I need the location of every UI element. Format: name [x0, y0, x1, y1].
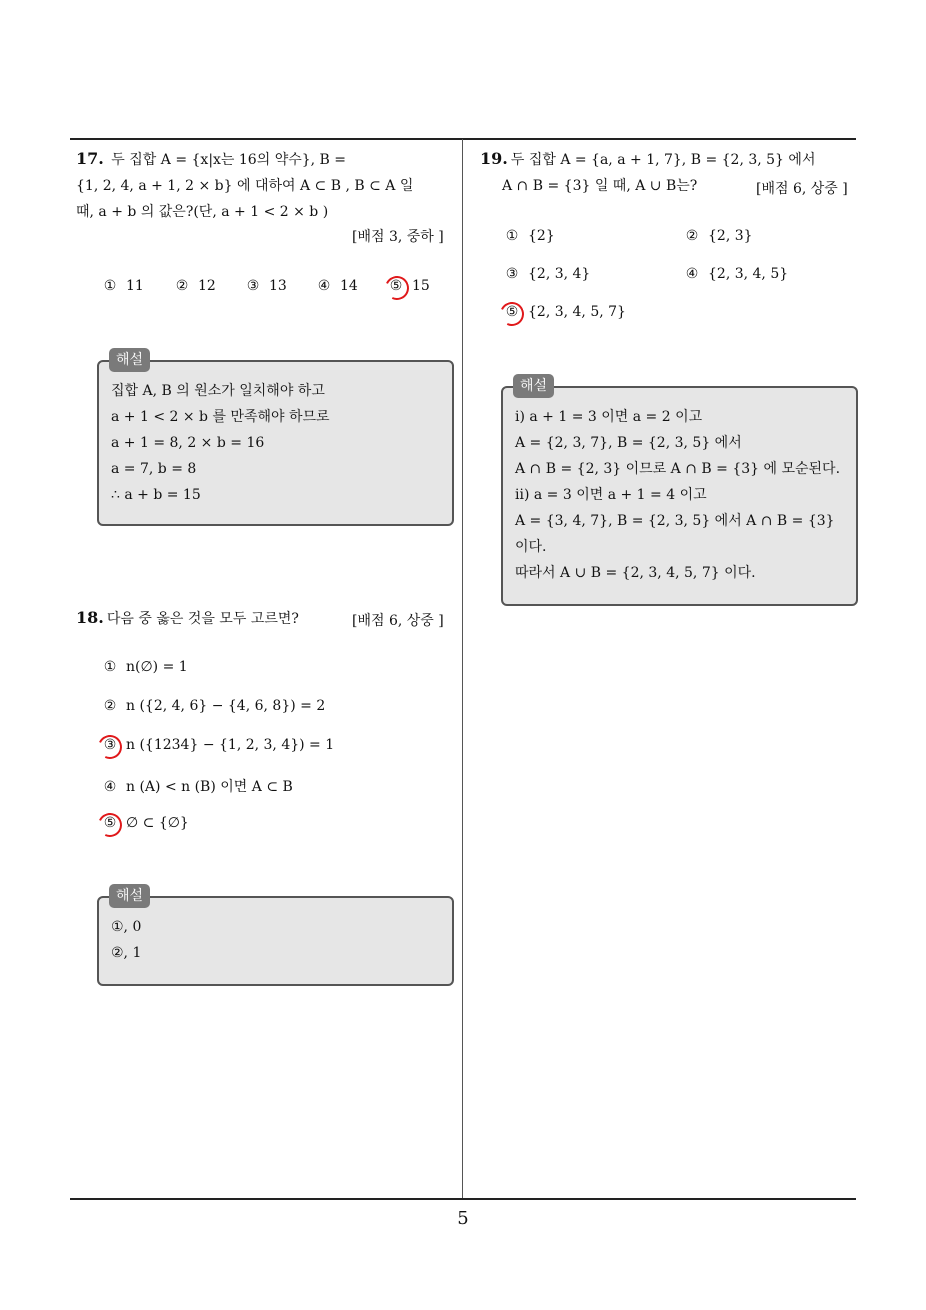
choice-text: ∅ ⊂ {∅}: [126, 815, 189, 831]
q18-number: 18.: [76, 608, 104, 627]
q17-stem-1: 두 집합 A = {x|x는 16의 약수}, B =: [111, 152, 347, 168]
q19-stem-1: 두 집합 A = {a, a + 1, 7}, B = {2, 3, 5} 에서: [510, 152, 816, 168]
choice-text: 12: [198, 278, 216, 294]
choice-number: ②: [175, 278, 189, 294]
choice-text: 11: [126, 278, 144, 294]
solution-label: 해설: [109, 348, 150, 372]
q18-choice-2[interactable]: [100, 698, 325, 714]
solution-line: A ∩ B = {2, 3} 이므로 A ∩ B = {3} 에 모순된다.: [515, 461, 841, 477]
top-rule: [70, 138, 856, 140]
choice-text: {2}: [528, 228, 555, 244]
choice-text: n ({1234} − {1, 2, 3, 4}) = 1: [126, 737, 335, 753]
q17-solution-box: [97, 352, 454, 526]
column-divider: [462, 139, 463, 1199]
solution-line: A = {3, 4, 7}, B = {2, 3, 5} 에서 A ∩ B = {3}: [515, 513, 835, 529]
choice-number: ⑤: [103, 815, 117, 831]
solution-line: 집합 A, B 의 원소가 일치해야 하고: [111, 383, 325, 399]
q18-solution-body: [111, 914, 141, 966]
choice-number: ④: [685, 266, 699, 282]
q17-choice-4[interactable]: [314, 278, 358, 294]
page-number: 5: [457, 1208, 469, 1229]
choice-text: 14: [340, 278, 358, 294]
q18-score: [배점 6, 상중 ]: [352, 613, 444, 629]
q19-stem-2: A ∩ B = {3} 일 때, A ∪ B는?: [502, 178, 698, 194]
choice-text: n(∅) = 1: [126, 659, 188, 675]
q17-score: [배점 3, 중하 ]: [352, 229, 444, 245]
choice-number: ③: [505, 266, 519, 282]
solution-line: ⅰ) a + 1 = 3 이면 a = 2 이고: [515, 409, 703, 425]
solution-line: a = 7, b = 8: [111, 461, 197, 477]
q19-choice-2[interactable]: [682, 228, 753, 244]
choice-text: {2, 3, 4, 5}: [708, 266, 789, 282]
choice-number: ④: [103, 779, 117, 795]
q17-choice-2[interactable]: [172, 278, 216, 294]
q18-choice-4[interactable]: [100, 776, 293, 796]
q18-solution-box: [97, 888, 454, 986]
q19-line-1: [480, 146, 856, 173]
question-18: [76, 605, 299, 632]
choice-number: ②: [685, 228, 699, 244]
q19-choice-1[interactable]: [502, 228, 555, 244]
choice-text: 13: [269, 278, 287, 294]
choice-number: ③: [103, 737, 117, 753]
question-17: [76, 146, 456, 225]
choice-number: ⑤: [505, 304, 519, 320]
choice-number: ①: [505, 228, 519, 244]
solution-line: a + 1 < 2 × b 를 만족해야 하므로: [111, 409, 330, 425]
q17-choice-1[interactable]: [100, 278, 144, 294]
choice-number: ①: [103, 659, 117, 675]
solution-line: ⅱ) a = 3 이면 a + 1 = 4 이고: [515, 487, 707, 503]
solution-line: ①, 0: [111, 919, 142, 935]
solution-line: ②, 1: [111, 945, 142, 961]
choice-text: n ({2, 4, 6} − {4, 6, 8}) = 2: [126, 698, 326, 714]
choice-text: 15: [412, 278, 430, 294]
choice-text: {2, 3, 4, 5, 7}: [528, 304, 626, 320]
q18-choice-1[interactable]: [100, 659, 188, 675]
choice-number: ④: [317, 278, 331, 294]
choice-number: ②: [103, 698, 117, 714]
choice-number: ⑤: [389, 278, 403, 294]
q17-stem-2: {1, 2, 4, a + 1, 2 × b} 에 대하여 A ⊂ B , B ⊂ A 일: [76, 178, 414, 194]
choice-number: ①: [103, 278, 117, 294]
solution-line: ∴ a + b = 15: [111, 487, 201, 503]
solution-label: 해설: [513, 374, 554, 398]
choice-number: ③: [246, 278, 260, 294]
q19-number: 19.: [480, 149, 508, 168]
solution-line: 따라서 A ∪ B = {2, 3, 4, 5, 7} 이다.: [515, 565, 756, 581]
q19-choice-3[interactable]: [502, 266, 590, 282]
q17-line-1: [76, 146, 456, 173]
solution-line: a + 1 = 8, 2 × b = 16: [111, 435, 265, 451]
choice-text: {2, 3, 4}: [528, 266, 591, 282]
q19-solution-body: [515, 404, 840, 586]
q19-solution-box: [501, 378, 858, 606]
q19-choice-4[interactable]: [682, 266, 788, 282]
solution-line: A = {2, 3, 7}, B = {2, 3, 5} 에서: [515, 435, 742, 451]
q17-stem-3: 때, a + b 의 값은?(단, a + 1 < 2 × b ): [76, 204, 329, 220]
q17-choice-3[interactable]: [243, 278, 287, 294]
bottom-rule: [70, 1198, 856, 1200]
q19-score: [배점 6, 상중 ]: [756, 181, 848, 197]
solution-label: 해설: [109, 884, 150, 908]
q17-solution-body: [111, 378, 330, 508]
q17-number: 17.: [76, 149, 104, 168]
solution-line: 이다.: [515, 539, 547, 555]
choice-text: {2, 3}: [708, 228, 753, 244]
choice-text: n (A) < n (B) 이면 A ⊂ B: [126, 779, 293, 795]
q18-choice-3[interactable]: [100, 737, 334, 753]
q18-title: 다음 중 옳은 것을 모두 고르면?: [106, 611, 299, 627]
